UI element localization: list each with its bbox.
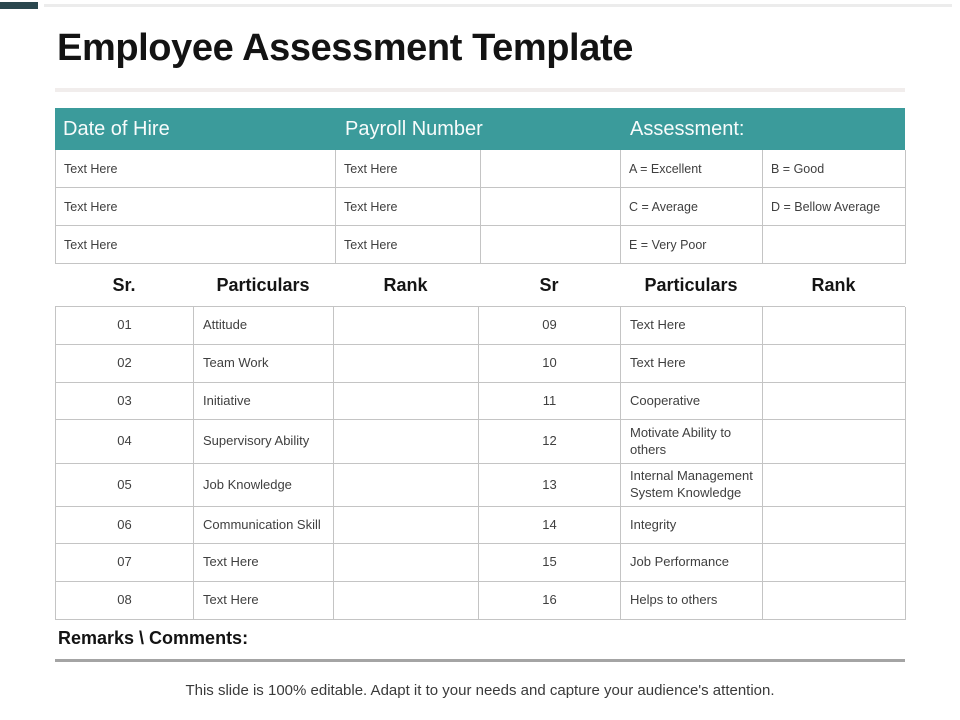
page-title: Employee Assessment Template [57,27,633,69]
sr-cell: 10 [479,345,621,383]
info-cell: Text Here [336,226,481,264]
info-cell: Text Here [336,150,481,188]
remarks-divider [55,659,905,662]
sr-cell: 14 [479,507,621,544]
rating-table [55,264,905,620]
rank-cell [763,464,906,507]
particulars-cell: Text Here [621,307,763,345]
rating-table-header [55,264,905,306]
sr-cell: 03 [56,383,194,420]
particulars-cell: Text Here [194,582,334,620]
rank-cell [334,507,479,544]
particulars-cell: Helps to others [621,582,763,620]
rank-cell [334,345,479,383]
header-rank-right: Rank [811,274,856,295]
accent-line [44,4,952,7]
rank-cell [763,383,906,420]
sr-cell: 12 [479,420,621,464]
particulars-cell: Cooperative [621,383,763,420]
rank-cell [763,345,906,383]
info-cell: Text Here [56,150,336,188]
rank-cell [763,544,906,582]
header-assessment: Assessment: [630,117,745,140]
assessment-key-cell [763,226,906,264]
sr-cell: 07 [56,544,194,582]
sr-cell: 01 [56,307,194,345]
sr-cell: 09 [479,307,621,345]
particulars-cell: Integrity [621,507,763,544]
particulars-cell: Communication Skill [194,507,334,544]
rank-cell [763,307,906,345]
assessment-key-cell: B = Good [763,150,906,188]
sr-cell: 11 [479,383,621,420]
sr-cell: 06 [56,507,194,544]
particulars-cell: Job Knowledge [194,464,334,507]
particulars-cell: Team Work [194,345,334,383]
rank-cell [334,307,479,345]
particulars-cell: Job Performance [621,544,763,582]
info-cell: Text Here [336,188,481,226]
accent-bar [0,2,38,9]
particulars-cell: Supervisory Ability [194,420,334,464]
header-sr-right: Sr [539,274,559,295]
header-particulars-right: Particulars [644,274,738,295]
header-sr-left: Sr. [112,274,136,295]
sr-cell: 13 [479,464,621,507]
assessment-key-cell: C = Average [621,188,763,226]
particulars-cell: Internal Management System Knowledge [621,464,763,507]
particulars-cell: Text Here [194,544,334,582]
rank-cell [763,507,906,544]
rating-table-body [55,306,905,620]
rank-cell [334,544,479,582]
sr-cell: 15 [479,544,621,582]
rank-cell [334,383,479,420]
info-table-header [55,108,905,150]
rank-cell [334,464,479,507]
assessment-key-cell: D = Bellow Average [763,188,906,226]
header-date-of-hire: Date of Hire [63,117,170,140]
header-particulars-left: Particulars [216,274,310,295]
particulars-cell: Motivate Ability to others [621,420,763,464]
sr-cell: 04 [56,420,194,464]
header-payroll-number: Payroll Number [345,117,483,140]
particulars-cell: Attitude [194,307,334,345]
assessment-key-cell: E = Very Poor [621,226,763,264]
info-table [55,108,905,264]
sr-cell: 08 [56,582,194,620]
remarks-label: Remarks \ Comments: [58,628,249,648]
info-cell: Text Here [56,188,336,226]
header-rank-left: Rank [383,274,428,295]
rank-cell [763,420,906,464]
assessment-key-cell: A = Excellent [621,150,763,188]
info-cell [481,150,621,188]
rank-cell [763,582,906,620]
sr-cell: 02 [56,345,194,383]
info-cell: Text Here [56,226,336,264]
sr-cell: 16 [479,582,621,620]
particulars-cell: Initiative [194,383,334,420]
particulars-cell: Text Here [621,345,763,383]
table-top-divider [55,88,905,92]
footer-note: This slide is 100% editable. Adapt it to your needs and capture your audience's attention. [185,682,775,699]
info-cell [481,188,621,226]
rank-cell [334,420,479,464]
info-cell [481,226,621,264]
rank-cell [334,582,479,620]
sr-cell: 05 [56,464,194,507]
info-table-body [55,150,905,264]
